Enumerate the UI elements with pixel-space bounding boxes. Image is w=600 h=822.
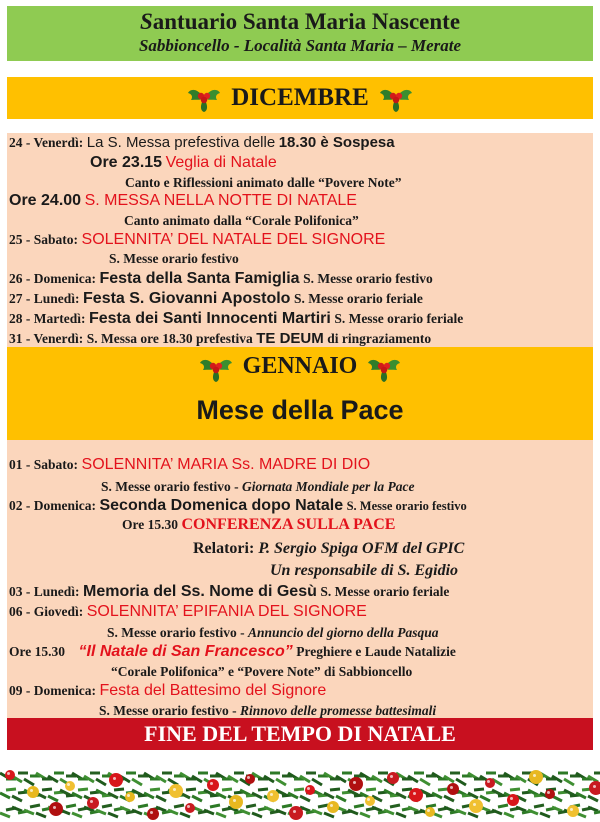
event-line: 28 - Martedì: Festa dei Santi Innocenti Martiri S. Messe orario feriale <box>9 310 464 327</box>
holly-icon <box>199 353 233 383</box>
event-line: 06 - Giovedì: SOLENNITA’ EPIFANIA DEL SIGNORE <box>9 603 367 620</box>
january-heading-bar <box>7 347 593 440</box>
holly-icon <box>379 83 413 113</box>
event-line: Ore 24.00 S. MESSA NELLA NOTTE DI NATALE <box>9 192 357 209</box>
december-events <box>7 133 593 347</box>
month-theme: Mese della Pace <box>196 395 404 425</box>
event-line: Ore 15.30 CONFERENZA SULLA PACE <box>122 516 396 533</box>
event-line: 25 - Sabato: SOLENNITA’ DEL NATALE DEL SIGNORE <box>9 231 386 248</box>
event-line: 24 - Venerdì: La S. Messa prefestiva delle 18.30 è Sospesa <box>9 134 395 151</box>
event-line: 02 - Domenica: Seconda Domenica dopo Natale S. Messe orario festivo <box>9 497 467 514</box>
event-line: Ore 23.15 Veglia di Natale <box>90 154 277 171</box>
event-detail: S. Messe orario festivo - Rinnovo delle promesse battesimali <box>99 703 437 718</box>
event-detail: Canto e Riflessioni animato dalle “Povere Note” <box>125 175 402 190</box>
footer-text: FINE DEL TEMPO DI NATALE <box>144 721 456 746</box>
event-detail: S. Messe orario festivo <box>109 251 239 266</box>
january-events <box>7 440 593 718</box>
event-detail: Relatori: P. Sergio Spiga OFM del GPIC <box>193 540 465 557</box>
december-heading: DICEMBRE <box>231 84 369 111</box>
january-heading: GENNAIO <box>242 353 358 379</box>
event-line: 27 - Lunedì: Festa S. Giovanni Apostolo S. Messe orario feriale <box>9 290 423 307</box>
event-detail: S. Messe orario festivo - Giornata Mondiale per la Pace <box>101 479 415 494</box>
event-detail: Canto animato dalla “Corale Polifonica” <box>124 213 359 228</box>
event-line: Ore 15.30 “Il Natale di San Francesco” Preghiere e Laude Natalizie <box>9 643 456 660</box>
event-line: 09 - Domenica: Festa del Battesimo del Signore <box>9 682 327 699</box>
page-title: Santuario Santa Maria Nascente <box>139 9 461 34</box>
event-detail: Un responsabile di S. Egidio <box>270 562 459 579</box>
event-line: 03 - Lunedì: Memoria del Ss. Nome di Gesù S. Messe orario feriale <box>9 583 450 600</box>
christmas-garland-image <box>0 765 600 822</box>
holly-icon <box>187 83 221 113</box>
december-heading-bar <box>7 77 593 119</box>
event-line: 01 - Sabato: SOLENNITA’ MARIA Ss. MADRE DI DIO <box>9 456 371 473</box>
event-detail: “Corale Polifonica” e “Povere Note” di Sabbioncello <box>111 664 413 679</box>
header-banner <box>7 6 593 61</box>
holly-icon <box>367 353 401 383</box>
event-line: 26 - Domenica: Festa della Santa Famiglia S. Messe orario festivo <box>9 270 433 287</box>
event-line: 31 - Venerdì: S. Messa ore 18.30 prefestiva TE DEUM di ringraziamento <box>9 330 432 347</box>
event-detail: S. Messe orario festivo - Annuncio del giorno della Pasqua <box>107 625 439 640</box>
footer-banner <box>7 718 593 750</box>
page-subtitle: Sabbioncello - Località Santa Maria – Merate <box>138 36 462 55</box>
